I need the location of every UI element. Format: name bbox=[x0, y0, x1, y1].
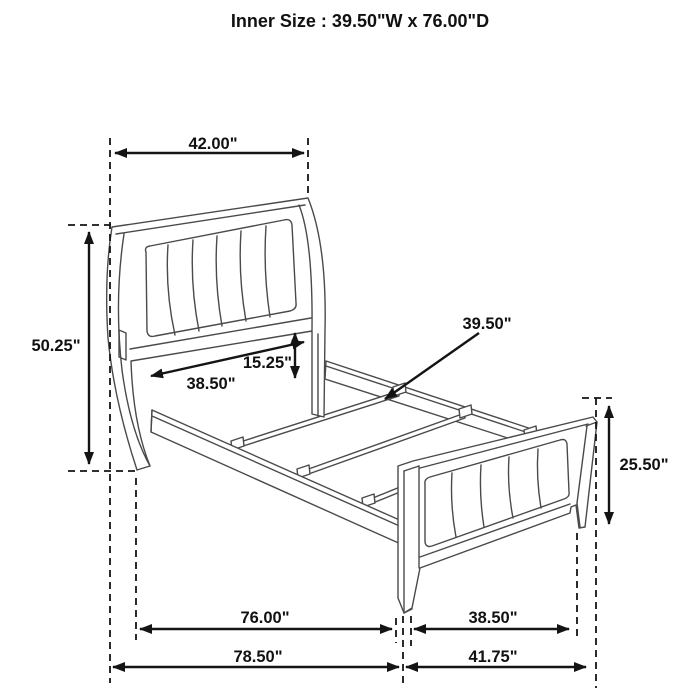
dim-label-headboard-height: 50.25" bbox=[31, 337, 81, 355]
dim-headboard-width bbox=[115, 135, 304, 153]
bed-line-drawing bbox=[107, 198, 597, 613]
dim-label-overall-depth: 78.50" bbox=[233, 648, 283, 666]
dim-label-rail-height: 15.25" bbox=[242, 354, 292, 372]
footboard bbox=[398, 417, 597, 613]
dim-inner-depth bbox=[140, 609, 392, 629]
dim-footboard-height bbox=[609, 406, 669, 524]
dim-label-headboard-width: 42.00" bbox=[188, 135, 238, 153]
dim-footboard-inner-width bbox=[414, 609, 569, 629]
page-title: Inner Size : 39.50"W x 76.00"D bbox=[230, 11, 490, 31]
dim-label-footboard-inner-width: 38.50" bbox=[468, 609, 518, 627]
dim-label-footboard-height: 25.50" bbox=[619, 456, 669, 474]
dim-overall-depth bbox=[113, 648, 399, 667]
dim-label-inner-depth: 76.00" bbox=[240, 609, 290, 627]
dim-label-slat-inner-width: 39.50" bbox=[462, 315, 512, 333]
dim-slat-inner-width bbox=[385, 315, 512, 399]
dim-headboard-height bbox=[31, 232, 89, 464]
dim-overall-width bbox=[406, 648, 586, 667]
dim-label-headboard-inner-width: 38.50" bbox=[186, 375, 236, 393]
dim-label-overall-width: 41.75" bbox=[468, 648, 518, 666]
